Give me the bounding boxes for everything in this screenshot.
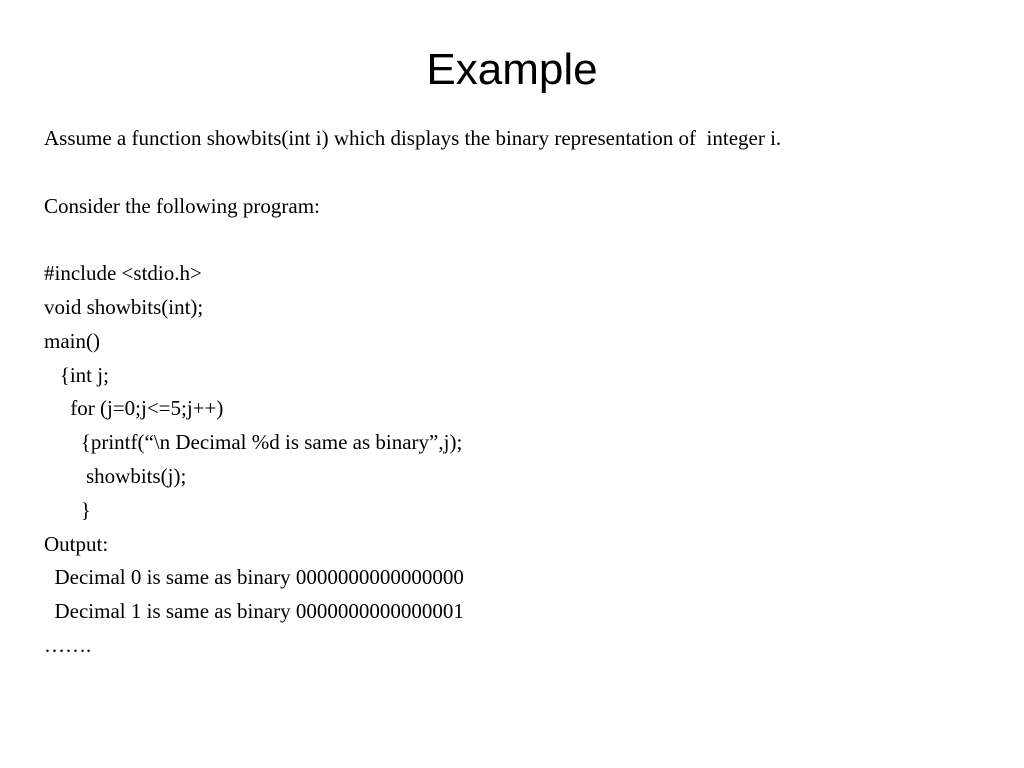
slide-title: Example (426, 45, 598, 94)
code-line-declaration: {int j; (44, 362, 109, 387)
code-line-closing-brace: } (44, 497, 91, 522)
code-line-for-loop: for (j=0;j<=5;j++) (44, 396, 224, 421)
code-line-include: #include <stdio.h> (44, 261, 202, 286)
code-line-main: main() (44, 328, 100, 353)
output-line-1: Decimal 1 is same as binary 0000000000000001 (44, 599, 464, 624)
consider-line: Consider the following program: (44, 193, 320, 218)
blank-line (44, 156, 1004, 190)
slide-body (44, 122, 1004, 663)
blank-line (44, 223, 1004, 257)
ellipsis-line: ……. (44, 632, 92, 657)
output-line-0: Decimal 0 is same as binary 0000000000000000 (44, 565, 464, 590)
output-label: Output: (44, 531, 109, 556)
code-line-prototype: void showbits(int); (44, 294, 204, 319)
code-line-printf: {printf(“\n Decimal %d is same as binary”,j); (44, 430, 463, 455)
intro-line: Assume a function showbits(int i) which displays the binary representation of integer i. (44, 126, 782, 150)
code-line-showbits-call: showbits(j); (44, 463, 187, 488)
